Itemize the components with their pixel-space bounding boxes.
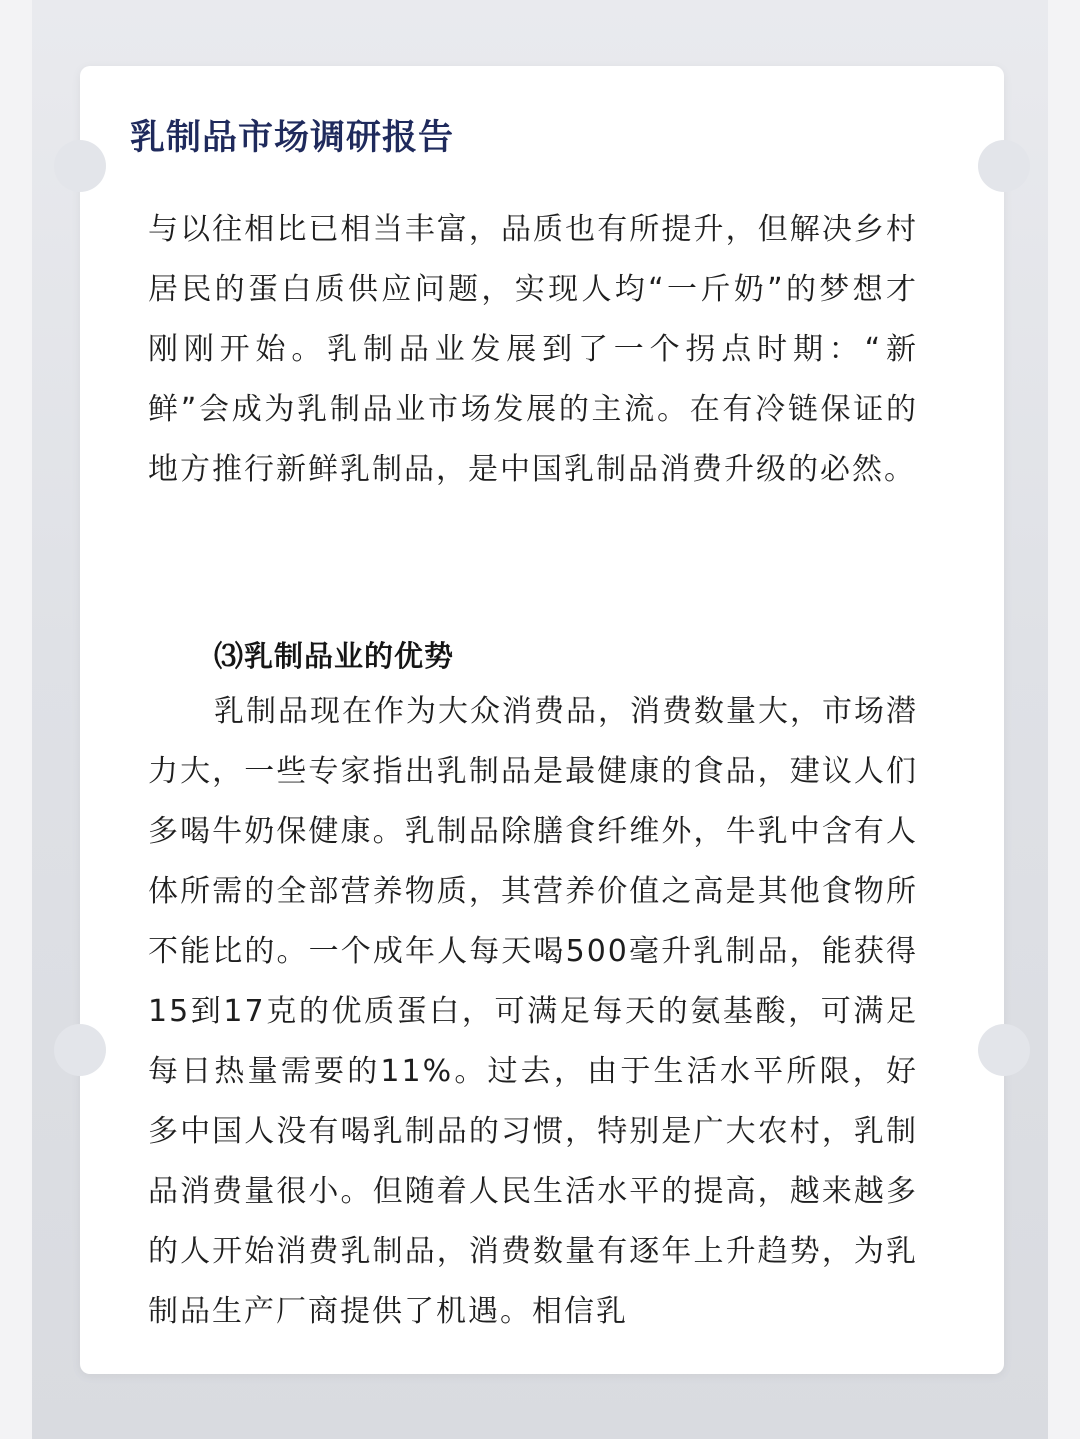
background-strip-right <box>1048 0 1080 1439</box>
card-notch-left-top <box>54 140 106 192</box>
card-notch-right-top <box>978 140 1030 192</box>
paragraph-advantages: 乳制品现在作为大众消费品，消费数量大，市场潜力大，一些专家指出乳制品是最健康的食品，建议人们多喝牛奶保健康。乳制品除膳食纤维外，牛乳中含有人体所需的全部营养物质，其营养价值之高是其他食物所不能比的。一个成年人每天喝500毫升乳制品，能获得15到17克的优质蛋白，可满足每天的氨基酸，可满足每日热量需要的11%。过去，由于生活水平所限，好多中国人没有喝乳制品的习惯，特别是广大农村，乳制品消费量很小。但随着人民生活水平的提高，越来越多的人开始消费乳制品，消费数量有逐年上升趋势，为乳制品生产厂商提供了机遇。相信乳 <box>148 694 918 1329</box>
background-strip-left <box>0 0 32 1439</box>
paragraph-intro: 与以往相比已相当丰富，品质也有所提升，但解决乡村居民的蛋白质供应问题，实现人均“一斤奶”的梦想才刚刚开始。乳制品业发展到了一个拐点时期：“新鲜”会成为乳制品业市场发展的主流。在有冷链保证的地方推行新鲜乳制品，是中国乳制品消费升级的必然。 <box>148 212 918 487</box>
card-notch-left-bottom <box>54 1024 106 1076</box>
document-card <box>80 66 1004 1374</box>
report-title: 乳制品市场调研报告 <box>130 118 455 158</box>
section-heading: ⑶乳制品业的优势 <box>214 639 455 673</box>
card-notch-right-bottom <box>978 1024 1030 1076</box>
